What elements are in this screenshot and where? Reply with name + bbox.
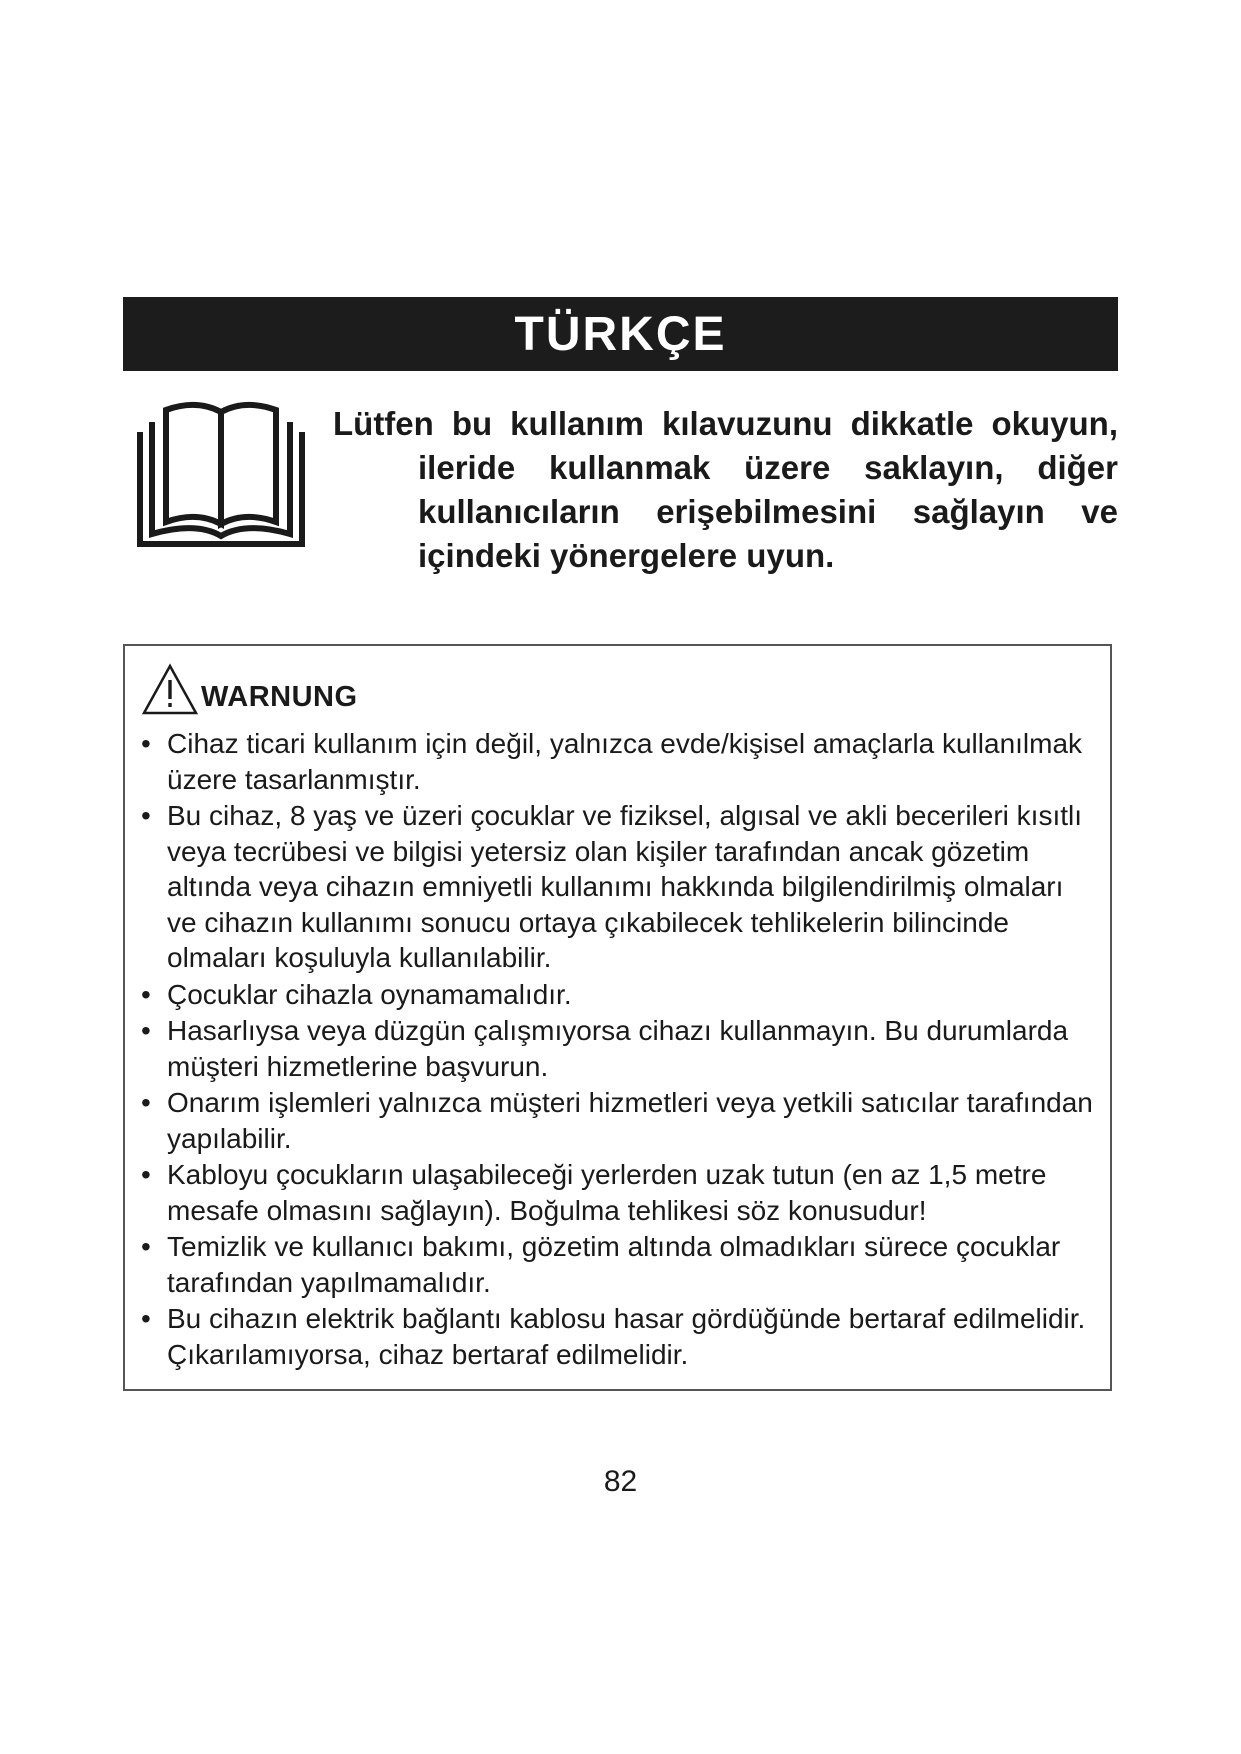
intro-line-4: içindeki yönergelere uyun. xyxy=(418,537,835,574)
bullet-icon: • xyxy=(141,978,151,1010)
warning-item xyxy=(141,798,1096,976)
bullet-icon: • xyxy=(141,1015,151,1046)
warning-item xyxy=(141,1229,1096,1300)
warning-triangle-icon xyxy=(141,662,199,716)
warning-item-text: Bu cihazın elektrik bağlantı kablosu hasar gördüğünde bertaraf edilmelidir. Çıkarılamıyorsa, cihaz bertaraf edilmelidir. xyxy=(167,1303,1086,1370)
warning-item-text: Kabloyu çocukların ulaşabileceği yerlerden uzak tutun (en az 1,5 metre mesafe olmasını sağlayın). Boğulma tehlikesi söz konusudur! xyxy=(167,1159,1047,1226)
warning-list xyxy=(141,726,1096,1373)
bullet-icon: • xyxy=(141,1303,151,1334)
bullet-icon: • xyxy=(141,1231,151,1262)
warning-item xyxy=(141,1157,1096,1228)
warning-item-text: Cihaz ticari kullanım için değil, yalnızca evde/kişisel amaçlarla kullanılmak üzere tasarlanmıştır. xyxy=(167,728,1083,795)
bullet-icon: • xyxy=(141,1159,151,1190)
warning-item xyxy=(141,977,1096,1013)
warning-item xyxy=(141,1085,1096,1156)
warning-box xyxy=(123,644,1112,1391)
warning-item xyxy=(141,1013,1096,1084)
warning-item xyxy=(141,1301,1096,1372)
warning-title: WARNUNG xyxy=(201,681,358,713)
language-header-bar xyxy=(123,297,1118,371)
language-title: TÜRKÇE xyxy=(514,307,727,361)
warning-item-text: Temizlik ve kullanıcı bakımı, gözetim altında olmadıkları sürece çocuklar tarafından yapılmamalıdır. xyxy=(167,1231,1061,1298)
intro-line-1: Lütfen bu kullanım kılavuzunu dikkatle okuyun, xyxy=(333,405,1118,442)
intro-instructions xyxy=(333,402,1118,578)
page-number: 82 xyxy=(603,1465,638,1498)
bullet-icon: • xyxy=(141,800,151,831)
warning-item-text: Onarım işlemleri yalnızca müşteri hizmetleri veya yetkili satıcılar tarafından yapılabilir. xyxy=(167,1087,1093,1154)
warning-item xyxy=(141,726,1096,797)
bullet-icon: • xyxy=(141,728,151,759)
warning-item-text: Çocuklar cihazla oynamamalıdır. xyxy=(167,978,572,1010)
warning-item-text: Hasarlıysa veya düzgün çalışmıyorsa cihazı kullanmayın. Bu durumlarda müşteri hizmetlerine başvurun. xyxy=(167,1015,1069,1082)
intro-line-3: kullanıcıların erişebilmesini sağlayın ve xyxy=(418,493,1118,530)
bullet-icon: • xyxy=(141,1087,151,1118)
warning-header xyxy=(141,662,358,716)
intro-line-2: ileride kullanmak üzere saklayın, diğer xyxy=(418,449,1118,486)
book-icon xyxy=(132,398,310,550)
warning-item-text: Bu cihaz, 8 yaş ve üzeri çocuklar ve fiziksel, algısal ve akli becerileri kısıtlı veya tecrübesi ve bilgisi yetersiz olan kişiler tarafından ancak gözetim altında veya cihazın emniyetli kullanımı hakkında bilgilendirilmiş olmaları ve cihazın kullanımı sonucu ortaya çıkabilecek tehlikelerin bilincinde olmaları koşuluyla kullanılabilir. xyxy=(167,800,1083,973)
